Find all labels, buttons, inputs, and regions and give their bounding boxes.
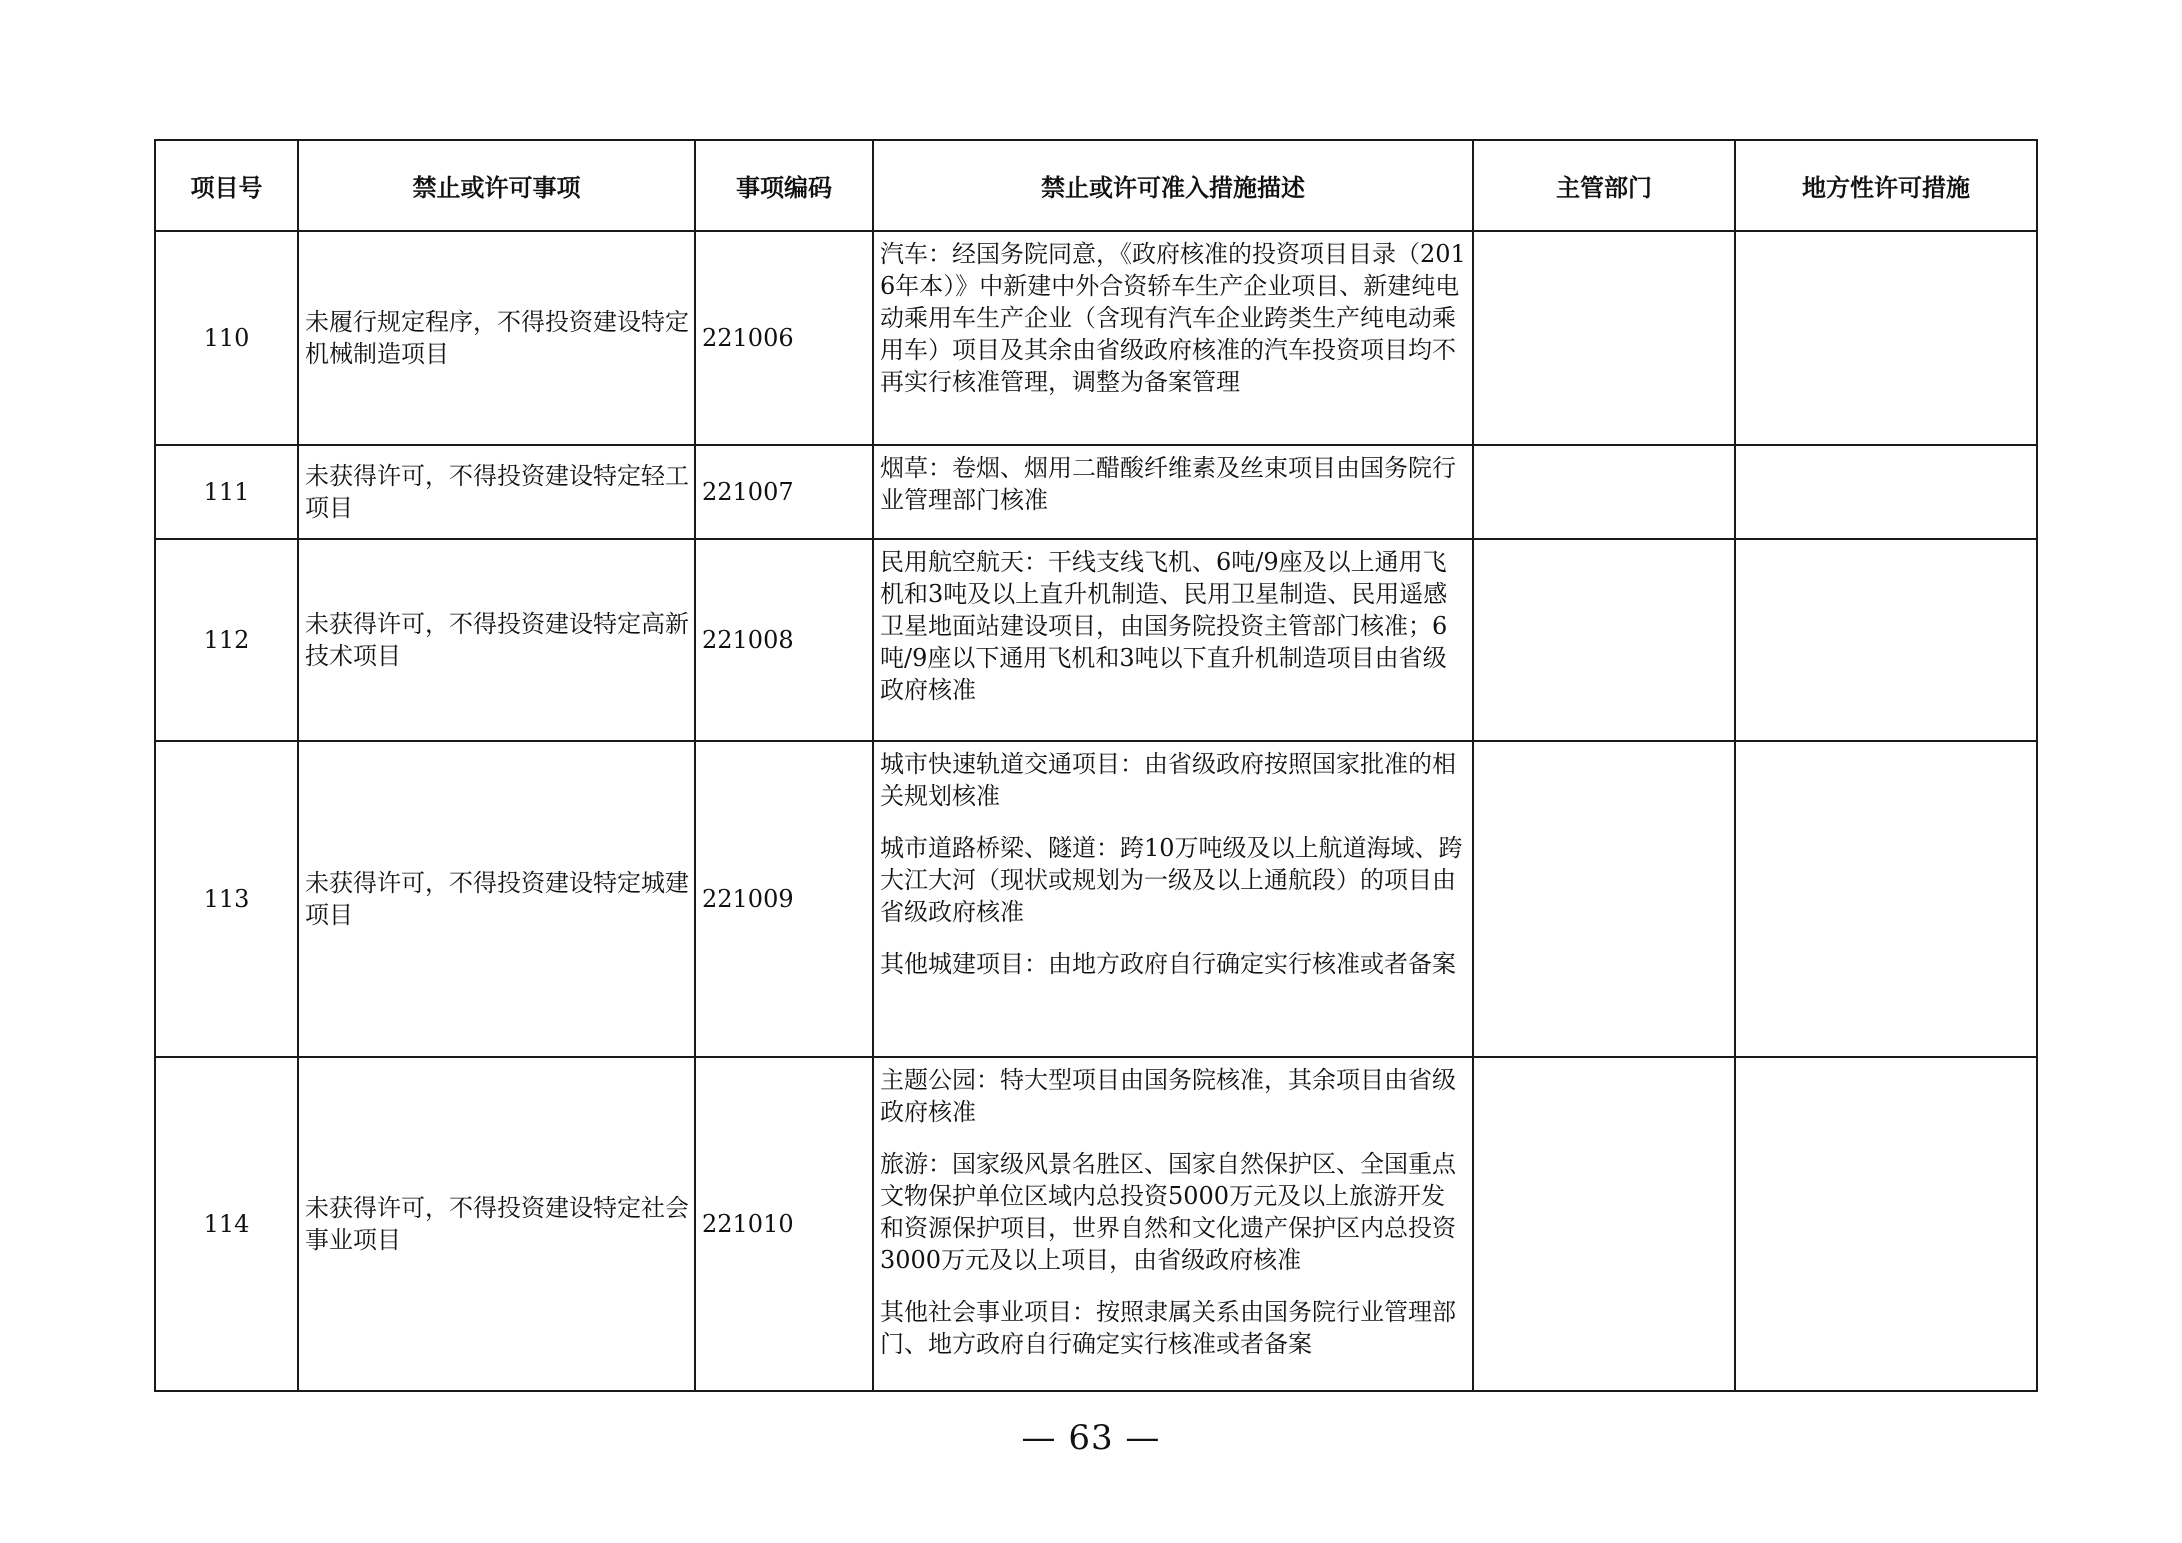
header-local-measures: 地方性许可措施 [1735, 140, 2037, 231]
item-name: 未履行规定程序，不得投资建设特定机械制造项目 [298, 231, 695, 445]
department-cell [1473, 741, 1735, 1057]
department-cell [1473, 445, 1735, 539]
description-paragraph: 民用航空航天：干线支线飞机、6吨/9座及以上通用飞机和3吨及以上直升机制造、民用卫星制造、民用遥感卫星地面站建设项目，由国务院投资主管部门核准；6吨/9座以下通用飞机和3吨以下直升机制造项目由省级政府核准 [880, 548, 1448, 704]
item-code: 221008 [695, 539, 873, 741]
item-name: 未获得许可，不得投资建设特定高新技术项目 [298, 539, 695, 741]
measure-description [873, 445, 1473, 539]
item-code: 221006 [695, 231, 873, 445]
measure-description [873, 741, 1473, 1057]
permit-measures-table [154, 139, 2038, 1392]
description-paragraph: 汽车：经国务院同意，《政府核准的投资项目目录（2016年本）》中新建中外合资轿车生产企业项目、新建纯电动乘用车生产企业（含现有汽车企业跨类生产纯电动乘用车）项目及其余由省级政府核准的汽车投资项目均不再实行核准管理，调整为备案管理 [880, 240, 1466, 396]
header-item-code: 事项编码 [695, 140, 873, 231]
item-number: 112 [155, 539, 298, 741]
table-row [155, 741, 2037, 1057]
table-row [155, 539, 2037, 741]
description-paragraph: 烟草：卷烟、烟用二醋酸纤维素及丝束项目由国务院行业管理部门核准 [880, 454, 1456, 514]
department-cell [1473, 231, 1735, 445]
description-paragraph: 主题公园：特大型项目由国务院核准，其余项目由省级政府核准 [880, 1066, 1456, 1126]
measure-description [873, 1057, 1473, 1391]
item-name: 未获得许可，不得投资建设特定城建项目 [298, 741, 695, 1057]
table-row [155, 231, 2037, 445]
measure-description [873, 231, 1473, 445]
local-measures-cell [1735, 741, 2037, 1057]
description-paragraph: 城市快速轨道交通项目：由省级政府按照国家批准的相关规划核准 [880, 750, 1456, 810]
item-code: 221010 [695, 1057, 873, 1391]
item-code: 221007 [695, 445, 873, 539]
page-number: — 63 — [1021, 1418, 1161, 1458]
item-number: 113 [155, 741, 298, 1057]
description-paragraph: 其他城建项目：由地方政府自行确定实行核准或者备案 [880, 950, 1456, 978]
item-code: 221009 [695, 741, 873, 1057]
header-item-number: 项目号 [155, 140, 298, 231]
item-name: 未获得许可，不得投资建设特定轻工项目 [298, 445, 695, 539]
description-paragraph: 城市道路桥梁、隧道：跨10万吨级及以上航道海域、跨大江大河（现状或规划为一级及以上通航段）的项目由省级政府核准 [880, 834, 1463, 926]
table-row [155, 1057, 2037, 1391]
department-cell [1473, 539, 1735, 741]
table-row [155, 445, 2037, 539]
header-department: 主管部门 [1473, 140, 1735, 231]
local-measures-cell [1735, 445, 2037, 539]
item-number: 114 [155, 1057, 298, 1391]
local-measures-cell [1735, 231, 2037, 445]
local-measures-cell [1735, 1057, 2037, 1391]
department-cell [1473, 1057, 1735, 1391]
item-number: 110 [155, 231, 298, 445]
header-measure-description: 禁止或许可准入措施描述 [873, 140, 1473, 231]
local-measures-cell [1735, 539, 2037, 741]
item-number: 111 [155, 445, 298, 539]
item-name: 未获得许可，不得投资建设特定社会事业项目 [298, 1057, 695, 1391]
table-header-row [155, 140, 2037, 231]
header-item-name: 禁止或许可事项 [298, 140, 695, 231]
description-paragraph: 旅游：国家级风景名胜区、国家自然保护区、全国重点文物保护单位区域内总投资5000万元及以上旅游开发和资源保护项目，世界自然和文化遗产保护区内总投资3000万元及以上项目，由省级政府核准 [880, 1150, 1456, 1274]
description-paragraph: 其他社会事业项目：按照隶属关系由国务院行业管理部门、地方政府自行确定实行核准或者备案 [880, 1298, 1456, 1358]
measure-description [873, 539, 1473, 741]
